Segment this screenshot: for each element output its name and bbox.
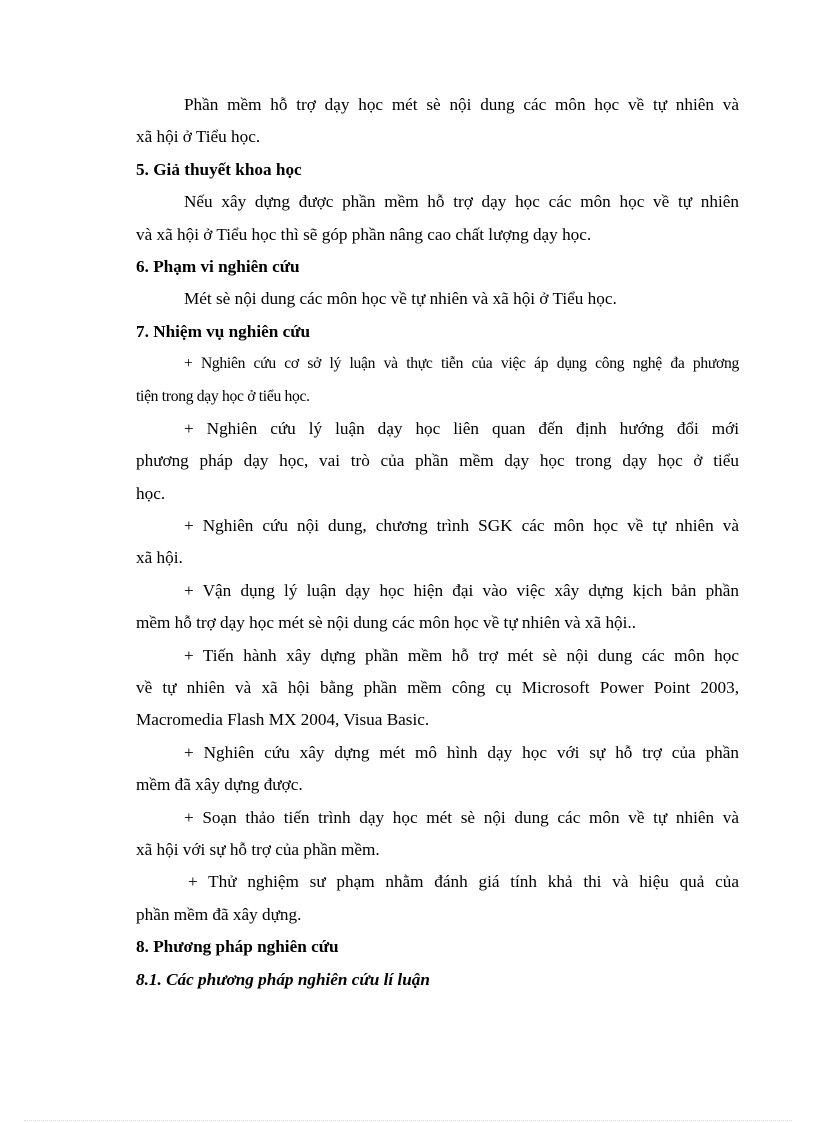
paragraph-line: và xã hội ở Tiểu học thì sẽ góp phần nâng cao chất lượng dạy học. <box>136 224 592 244</box>
list-item-line: mềm đã xây dựng được. <box>136 775 303 795</box>
paragraph-line: xã hội ở Tiểu học. <box>136 127 261 147</box>
list-item-line: phần mềm đã xây dựng. <box>136 904 302 924</box>
list-item-line: về tự nhiên và xã hội bằng phần mềm công cụ Microsoft Power Point 2003, <box>136 678 739 698</box>
list-item-line: + Soạn thảo tiến trình dạy học mét sè nội dung các môn về tự nhiên và <box>184 807 739 827</box>
list-item-line: + Thử nghiệm sư phạm nhằm đánh giá tính khả thi và hiệu quả của <box>188 872 739 892</box>
list-item-line: + Tiến hành xây dựng phần mềm hỗ trợ mét sè nội dung các môn học <box>184 645 739 665</box>
list-item-line: tiện trong dạy học ở tiểu học. <box>136 387 310 405</box>
list-item-line: xã hội. <box>136 548 183 568</box>
list-item-line: + Nghiên cứu lý luận dạy học liên quan đến định hướng đổi mới <box>184 418 739 438</box>
paragraph-line: Mét sè nội dung các môn học về tự nhiên và xã hội ở Tiểu học. <box>184 289 617 309</box>
section-heading-7: 7. Nhiệm vụ nghiên cứu <box>136 321 311 341</box>
paragraph-line: Phần mềm hỗ trợ dạy học mét sè nội dung các môn học về tự nhiên và <box>184 95 739 114</box>
list-item-line: mềm hỗ trợ dạy học mét sè nội dung các môn học về tự nhiên và xã hội.. <box>136 613 637 633</box>
section-heading-5: 5. Giả thuyết khoa học <box>136 159 302 179</box>
list-item-line: + Vận dụng lý luận dạy học hiện đại vào việc xây dựng kịch bản phần <box>184 580 739 600</box>
paragraph-line: Nếu xây dựng được phần mềm hỗ trợ dạy học các môn học về tự nhiên <box>184 192 739 212</box>
list-item-line: Macromedia Flash MX 2004, Visua Basic. <box>136 710 430 730</box>
section-heading-6: 6. Phạm vi nghiên cứu <box>136 256 300 276</box>
subsection-heading-8-1: 8.1. Các phương pháp nghiên cứu lí luận <box>136 969 430 989</box>
document-body <box>136 89 739 996</box>
list-item-line: + Nghiên cứu nội dung, chương trình SGK các môn học về tự nhiên và <box>184 516 739 536</box>
list-item-line: học. <box>136 483 166 503</box>
page-bottom-divider <box>24 1120 792 1121</box>
section-heading-8: 8. Phương pháp nghiên cứu <box>136 937 339 957</box>
list-item-line: xã hội với sự hỗ trợ của phần mềm. <box>136 839 380 859</box>
list-item-line: + Nghiên cứu xây dựng mét mô hình dạy học với sự hỗ trợ của phần <box>184 742 739 762</box>
list-item-line: phương pháp dạy học, vai trò của phần mềm dạy học trong dạy học ở tiểu <box>136 451 739 471</box>
list-item-line: + Nghiên cứu cơ sở lý luận và thực tiễn của việc áp dụng công nghệ đa phương <box>184 355 739 373</box>
